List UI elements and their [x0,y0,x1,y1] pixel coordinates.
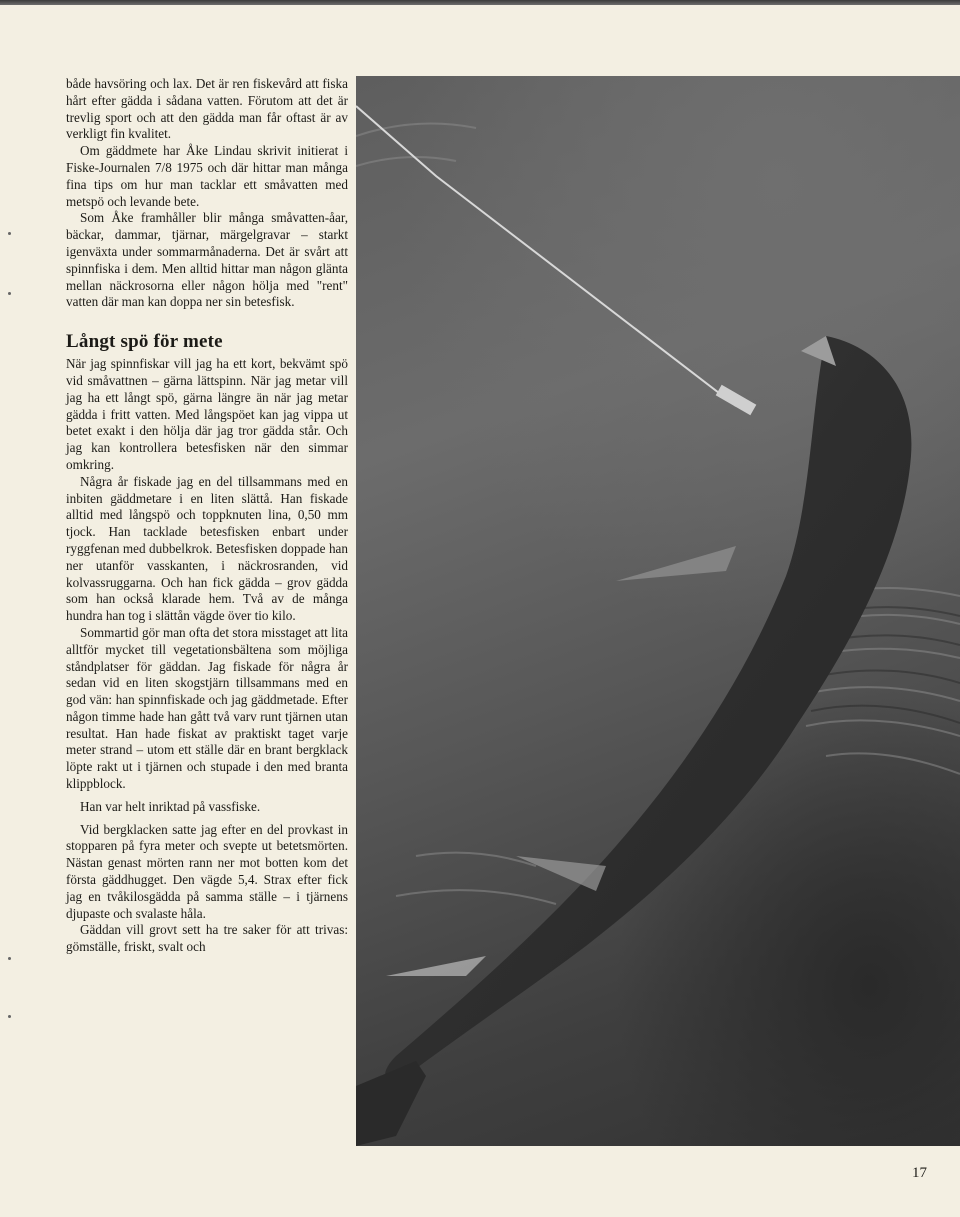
paragraph: Om gäddmete har Åke Lindau skrivit initierat i Fiske-Journalen 7/8 1975 och där hittar man många fina tips om hur man tacklar ett småvatten med metspö och levande bete. [66,143,348,209]
paragraph: Han var helt inriktad på vassfiske. [80,798,261,814]
paragraph: Några år fiskade jag en del tillsammans med en inbiten gäddmetare i en liten slättå. Han fiskade alltid med långspö och toppknuten lina, 0,50 mm tjock. Han tacklade betesfisken enbart under ryggfenan med dubbelkrok. Betesfisken doppade han ner utanför vasskanten, i näckrosranden, vid kolvassruggarna. Och han fick gädda – grov gädda som han också klarade hem. Två av de många hundra han tog i slättån vägde över tio kilo. [66,473,348,624]
margin-mark [8,292,11,295]
paragraph: Vid bergklacken satte jag efter en del provkast in stopparen på fyra meter och svepte ut betetsmörten. Nästan genast mörten rann ner mot botten kom det första gäddhugget. Den vägde 5,4. Strax efter fick jag en tvåkilosgädda på samma ställe – i tjärnens djupaste och svalaste håla. [66,821,348,921]
margin-mark [8,957,11,960]
hook-lure [716,385,757,415]
top-rule [0,0,960,5]
article-column [66,76,348,956]
section-heading: Långt spö för mete [66,331,223,353]
paragraph: Sommartid gör man ofta det stora misstaget att lita alltför mycket till vegetationsbältena som möjliga ståndplatser för gäddan. Jag fiskade för några år sedan vid en liten skogstjärn tillsammans med en god vän: han spinnfiskade och jag gäddmetade. Efter någon timme hade han gått två varv runt tjärnen utan resultat. Han hade fiskat av praktiskt taget varje meter strand – utom ett ställe där en brant bergklack löpte rakt ut i tjärnen och stupade i den med branta klippblock. [66,624,348,792]
page-number: 17 [912,1165,927,1181]
paragraph: både havsöring och lax. Det är ren fiskevård att fiska hårt efter gädda i sådana vatten. Förutom att det är trevlig sport och att den gädda man får oftast är av verkligt fin kvalitet. [66,76,348,142]
paragraph: Gäddan vill grovt sett ha tre saker för att trivas: gömställe, friskt, svalt och [66,922,348,955]
margin-mark [8,1015,11,1018]
margin-mark [8,232,11,235]
pike-photo [356,76,960,1146]
pike-photo-illustration [356,76,960,1146]
paragraph: Som Åke framhåller blir många småvatten-åar, bäckar, dammar, tjärnar, märgelgravar – starkt igenväxta under sommarmånaderna. Det är svårt att spinnfiska i dem. Men alltid hittar man någon glänta mellan näckrosorna eller någon hölja med "rent" vatten där man kan doppa ner sin betesfisk. [66,210,348,310]
fishing-line [356,106,736,406]
paragraph: När jag spinnfiskar vill jag ha ett kort, bekvämt spö vid småvattnen – gärna lättspinn. När jag metar vill jag ha ett långt spö, gärna längre än när jag metar gädda i fritt vatten. Med långspöet kan jag vippa ut betet exakt i den hölja där jag tror gädda står. Och jag kan kontrollera betesfisken när den simmar omkring. [66,356,348,472]
